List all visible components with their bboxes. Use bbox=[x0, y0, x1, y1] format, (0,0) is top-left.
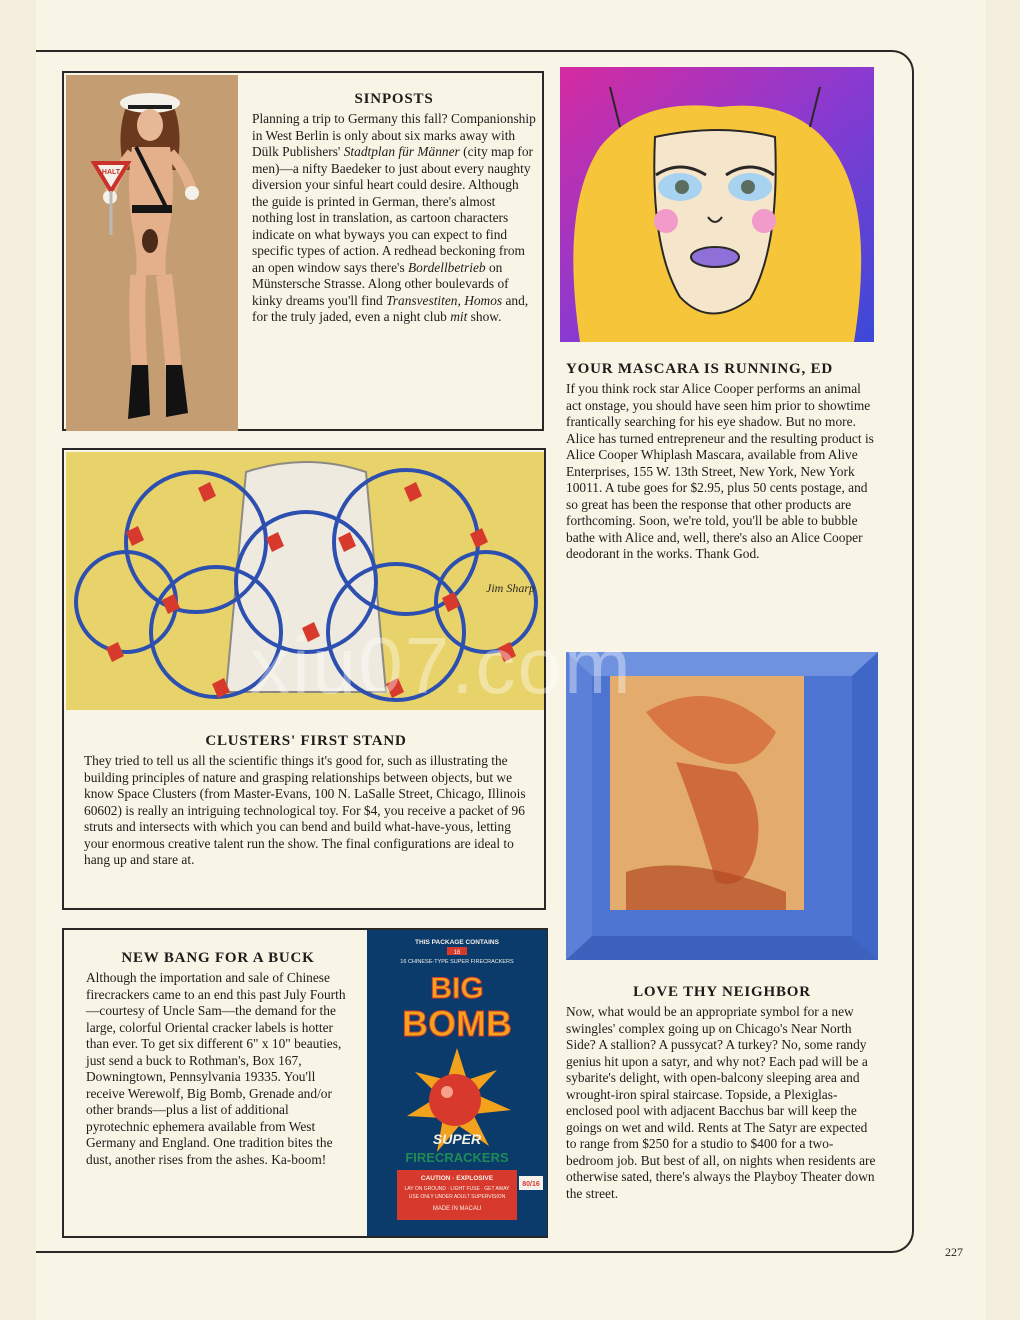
label-firecrackers: FIRECRACKERS bbox=[405, 1150, 509, 1165]
big-bomb-label bbox=[367, 930, 547, 1236]
clusters-title: CLUSTERS' FIRST STAND bbox=[205, 733, 407, 749]
label-caution-2: LAY ON GROUND · LIGHT FUSE · GET AWAY bbox=[404, 1186, 510, 1192]
label-top-line-1: THIS PACKAGE CONTAINS bbox=[415, 939, 499, 946]
sinposts-body: Planning a trip to Germany this fall? Companionship in West Berlin is only about six marks away with Dülk Publishers' Stadtplan für Männer (city map for men)—a nifty Baedeker to just about every naughty diversion your sinful heart could desire. Although the guide is printed in German, there's almost nothing lost in translation, as cartoon characters indicate on what byways you can expect to find specific types of action. A redhead beckoning from an open window says there's Bordellbetrieb on Münstersche Strasse. Along other boulevards of kinky dreams you'll find Transvestiten, Homos and, for the truly jaded, even a night club mit show. bbox=[252, 111, 536, 324]
label-made-in: MADE IN MACAU bbox=[432, 1206, 482, 1212]
page-number: 227 bbox=[945, 1245, 963, 1259]
watermark: xiu07.com bbox=[250, 621, 633, 710]
mascara-illustration bbox=[560, 67, 874, 342]
clusters-body: They tried to tell us all the scientific things it's good for, such as illustrating the building principles of nature and grasping relationships between objects, but we know Space Clusters (from Master-Evans, 100 N. LaSalle Street, Chicago, Illinois 60602) is really an intriguing technological toy. For $4, you receive a packet of 96 struts and intersects with which you can bend and build what-have-yous, letting your enormous creative talent run the show. The final configurations are ideal to hang up and stare at. bbox=[84, 753, 526, 867]
bang-body: Although the importation and sale of Chinese firecrackers came to an end this past July Fourth—courtesy of Uncle Sam—the demand for the large, colorful Oriental cracker labels is hotter than ever. To get six different 6" x 10" beauties, just send a buck to Rothman's, Box 167, Downingtown, Pennsylvania 19335. You'll receive Werewolf, Big Bomb, Grenade and/or other brands—plus a list of additional pyrotechnic ephemera available from West Germany and England. One tradition bites the dust, another rises from the ashes. Ka-boom! bbox=[86, 970, 346, 1167]
neighbor-body: Now, what would be an appropriate symbol for a new swingles' complex going up on Chicago's Near North Side? A stallion? A pussycat? A turkey? No, some randy genius hit upon a satyr, and why not? Each pad will be a sybarite's delight, with open-balcony sleeping area and wrought-iron spiral staircase. Topside, a Plexiglas-enclosed pool with adjacent Bacchus bar will keep the goings on wet and wild. Rents at The Satyr are expected to range from $250 for a studio to $400 for a two-bedroom job. But best of all, on nights when residents are otherwise sated, there's always the Playboy Theater down the street. bbox=[566, 1004, 876, 1201]
label-bomb: BOMB bbox=[402, 1003, 512, 1044]
artist-signature: Jim Sharp bbox=[486, 581, 535, 595]
label-caution-3: USE ONLY UNDER ADULT SUPERVISION bbox=[408, 1194, 506, 1200]
label-big: BIG bbox=[430, 972, 484, 1005]
label-code: 80/16 bbox=[522, 1181, 540, 1188]
mascara-body: If you think rock star Alice Cooper performs an animal act onstage, you should have seen him prior to showtime frantically searching for his eye shadow. But no more. Alice has turned entrepreneur and the resulting product is Alice Cooper Whiplash Mascara, available from Alive Enterprises, 155 W. 13th Street, New York, New York 10011. A tube goes for $2.95, plus 50 cents postage, and so great has been the response that other products are forthcoming. Soon, we're told, you'll be able to bubble bathe with Alice and, well, there's also an Alice Cooper deodorant in the works. Thank God. bbox=[566, 381, 874, 561]
mascara-title: YOUR MASCARA IS RUNNING, ED bbox=[566, 361, 834, 377]
label-super: SUPER bbox=[432, 1131, 482, 1147]
neighbor-title: LOVE THY NEIGHBOR bbox=[633, 984, 811, 1000]
halt-sign-text: HALT bbox=[101, 169, 121, 176]
label-count: 16 bbox=[453, 950, 461, 956]
sinposts-title: SINPOSTS bbox=[354, 91, 434, 107]
bang-title: NEW BANG FOR A BUCK bbox=[121, 950, 315, 966]
label-caution-1: CAUTION · EXPLOSIVE bbox=[420, 1175, 494, 1182]
label-top-line-3: 16 CHINESE-TYPE SUPER FIRECRACKERS bbox=[400, 959, 514, 965]
sinposts-box bbox=[62, 71, 544, 431]
sinposts-photo bbox=[66, 75, 238, 431]
